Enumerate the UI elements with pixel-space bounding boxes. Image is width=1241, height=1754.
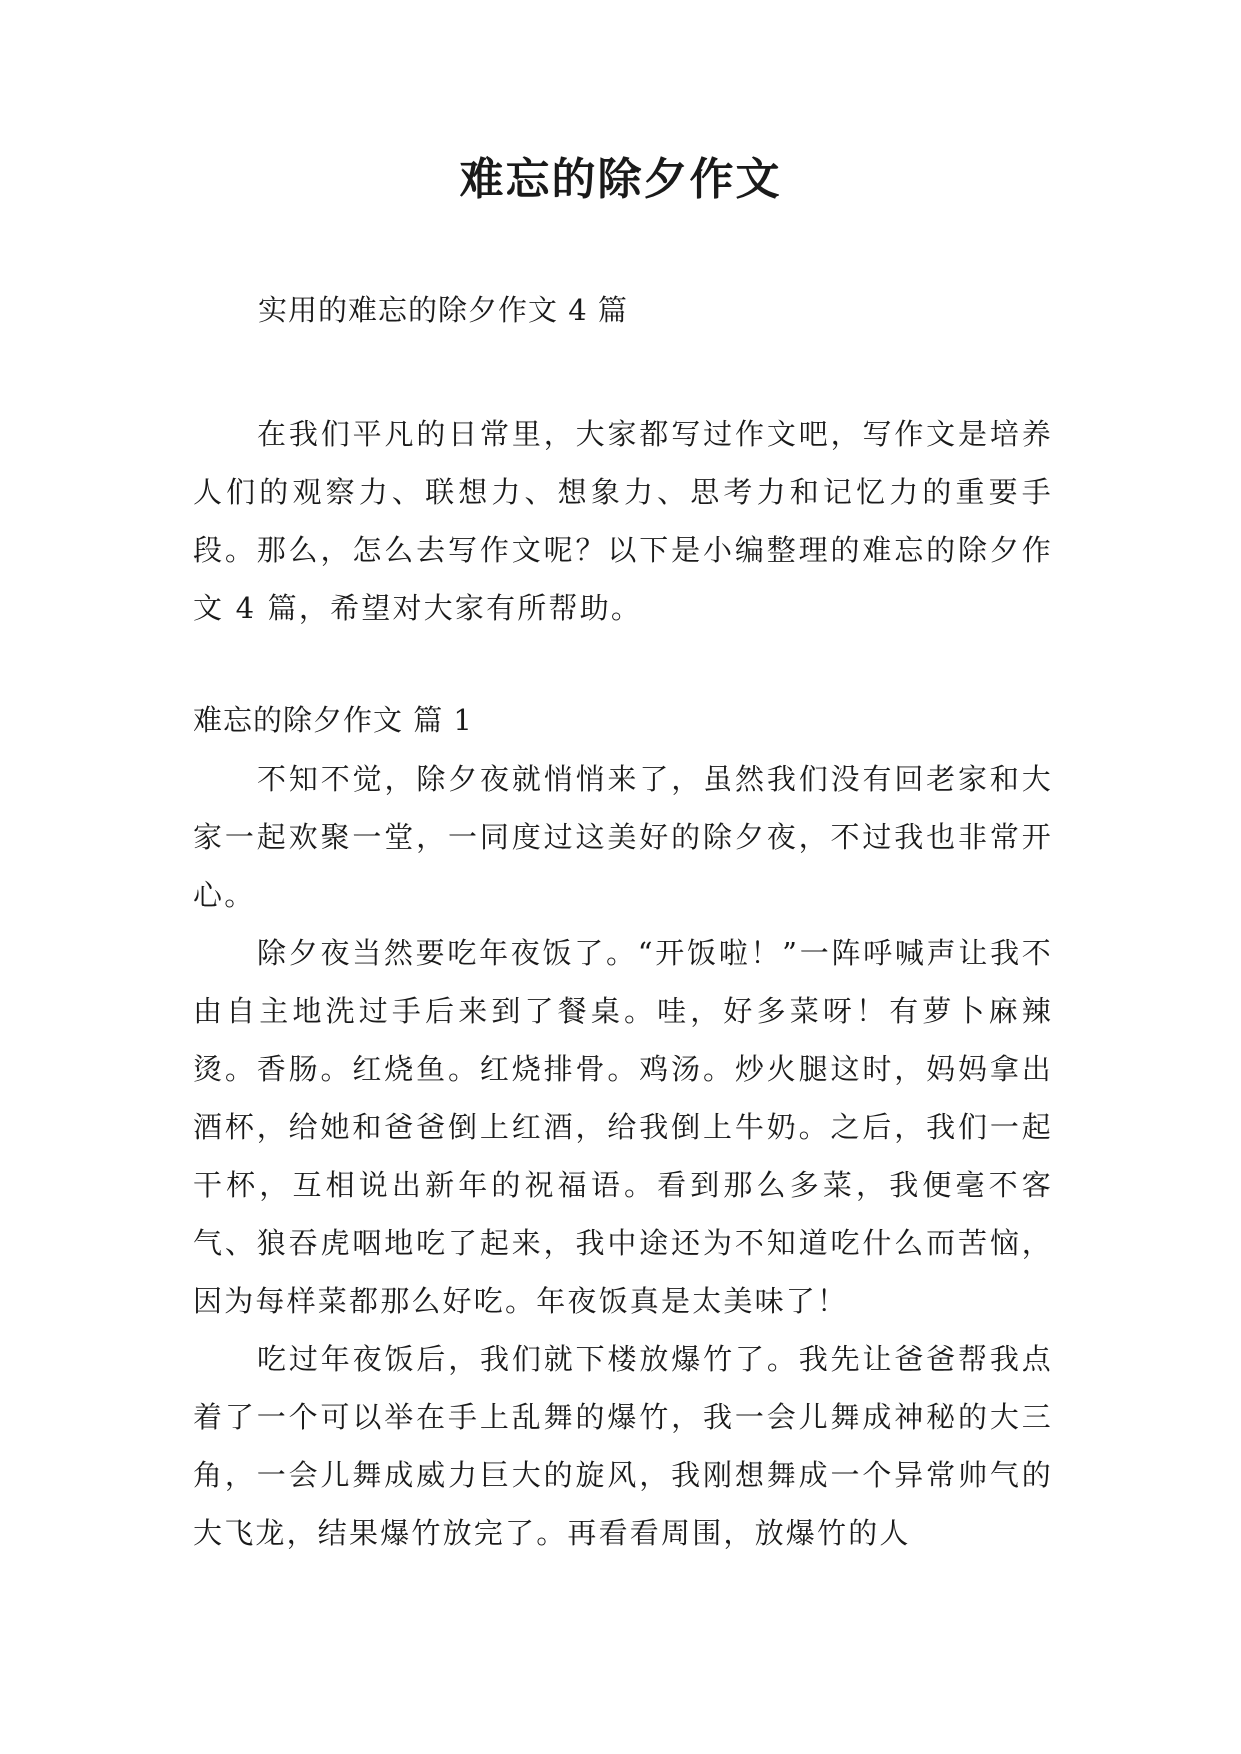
essay-paragraph: 吃过年夜饭后，我们就下楼放爆竹了。我先让爸爸帮我点着了一个可以举在手上乱舞的爆竹，我一会儿舞成神秘的大三角，一会儿舞成威力巨大的旋风，我刚想舞成一个异常帅气的大飞龙，结果爆竹放完了。再看看周围，放爆竹的人 (193, 1342, 1053, 1550)
intro-paragraph: 在我们平凡的日常里，大家都写过作文吧，写作文是培养人们的观察力、联想力、想象力、思考力和记忆力的重要手段。那么，怎么去写作文呢？以下是小编整理的难忘的除夕作文 4 篇，希望对大家有所帮助。 (193, 417, 1053, 625)
essay-paragraph: 不知不觉，除夕夜就悄悄来了，虽然我们没有回老家和大家一起欢聚一堂，一同度过这美好的除夕夜，不过我也非常开心。 (193, 762, 1053, 912)
section-heading: 难忘的除夕作文 篇 1 (193, 703, 473, 737)
document-title: 难忘的除夕作文 (459, 154, 782, 205)
document-subtitle: 实用的难忘的除夕作文 4 篇 (258, 293, 628, 327)
essay-paragraph: 除夕夜当然要吃年夜饭了。“开饭啦！”一阵呼喊声让我不由自主地洗过手后来到了餐桌。哇，好多菜呀！有萝卜麻辣烫。香肠。红烧鱼。红烧排骨。鸡汤。炒火腿这时，妈妈拿出酒杯，给她和爸爸倒上红酒，给我倒上牛奶。之后，我们一起干杯，互相说出新年的祝福语。看到那么多菜，我便毫不客气、狼吞虎咽地吃了起来，我中途还为不知道吃什么而苦恼，因为每样菜都那么好吃。年夜饭真是太美味了！ (193, 936, 1053, 1318)
